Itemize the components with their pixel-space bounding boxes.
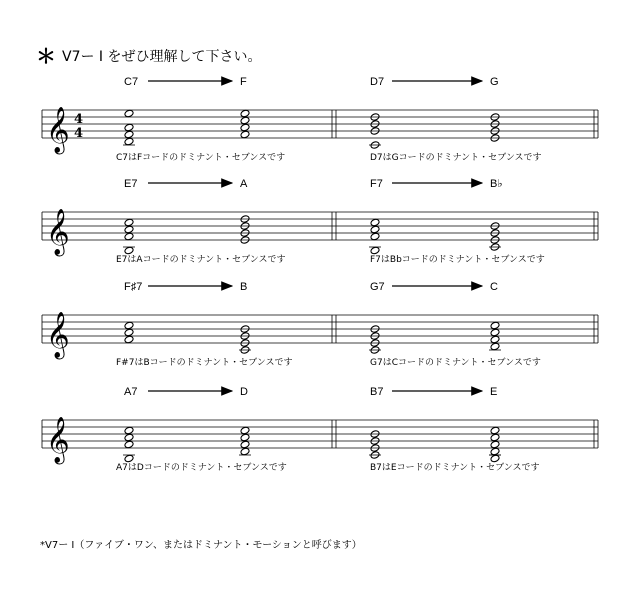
notehead [124, 130, 134, 139]
chord-label-i: E [490, 386, 498, 398]
notehead [240, 130, 250, 139]
chord-label-v7: G7 [370, 281, 385, 293]
staff-system [42, 178, 598, 265]
chord-label-i: A [240, 178, 248, 190]
staff-system [42, 281, 598, 368]
chord-label-v7: A7 [124, 386, 138, 398]
chord-caption: B7はEコードのドミナント・セブンスです [370, 463, 540, 473]
notehead [124, 232, 134, 241]
time-signature-top: 4 [74, 112, 84, 127]
notehead [124, 218, 134, 227]
chord-caption: F#7はBコードのドミナント・セブンスです [116, 358, 293, 368]
treble-clef-icon: 𝄞 [46, 107, 70, 153]
chord-label-v7: B7 [370, 386, 384, 398]
title-mark: ＊ [36, 44, 56, 68]
chord-caption: F7はBbコードのドミナント・セブンスです [370, 255, 545, 265]
notehead [240, 447, 250, 456]
chord-caption: G7はCコードのドミナント・セブンスです [370, 358, 541, 368]
chord-label-v7: F7 [370, 178, 383, 190]
notehead [490, 447, 500, 456]
chord-label-v7: D7 [370, 76, 385, 88]
notehead [124, 440, 134, 449]
chord-caption: C7はFコードのドミナント・セブンスです [116, 153, 286, 163]
notehead [124, 137, 134, 146]
notehead [490, 433, 500, 442]
chord-label-v7: C7 [124, 76, 139, 88]
notehead [124, 321, 134, 330]
chord-caption: D7はGコードのドミナント・セブンスです [370, 153, 542, 163]
chord-label-i: C [490, 281, 498, 293]
notehead [240, 433, 250, 442]
chord-label-v7: F♯7 [124, 281, 143, 293]
chord-label-i: B [240, 281, 248, 293]
treble-clef-icon: 𝄞 [46, 312, 70, 358]
staff-system [42, 386, 598, 473]
notehead [124, 454, 134, 463]
footnote: *V7ー I（ファイブ・ワン、またはドミナント・モーションと呼びます） [40, 540, 362, 551]
notehead [490, 321, 500, 330]
chord-label-v7: E7 [124, 178, 138, 190]
notehead [490, 335, 500, 344]
chord-label-i: D [240, 386, 248, 398]
notehead [124, 328, 134, 337]
notehead [124, 335, 134, 344]
notehead [370, 218, 380, 227]
notehead [124, 109, 134, 118]
notehead [490, 342, 500, 351]
chord-caption: A7はDコードのドミナント・セブンスです [116, 463, 287, 473]
notehead [490, 426, 500, 435]
chord-label-i: G [490, 76, 499, 88]
notehead [240, 440, 250, 449]
chord-label-i: F [240, 76, 247, 88]
notehead [490, 454, 500, 463]
notehead [124, 246, 134, 255]
notehead [370, 232, 380, 241]
title-text: V7ー I をぜひ理解して下さい。 [62, 49, 262, 65]
notehead [240, 116, 250, 125]
notehead [124, 433, 134, 442]
notehead [490, 328, 500, 337]
notehead [370, 225, 380, 234]
treble-clef-icon: 𝄞 [46, 417, 70, 463]
notehead [124, 123, 134, 132]
treble-clef-icon: 𝄞 [46, 209, 70, 255]
notehead [124, 426, 134, 435]
chord-caption: E7はAコードのドミナント・セブンスです [116, 255, 286, 265]
notehead [370, 246, 380, 255]
chord-label-i: B♭ [490, 178, 503, 190]
staff-system [42, 76, 598, 163]
notehead [240, 109, 250, 118]
notehead [490, 440, 500, 449]
notehead [124, 225, 134, 234]
time-signature-bottom: 4 [74, 126, 84, 141]
notehead [240, 123, 250, 132]
notehead [240, 426, 250, 435]
